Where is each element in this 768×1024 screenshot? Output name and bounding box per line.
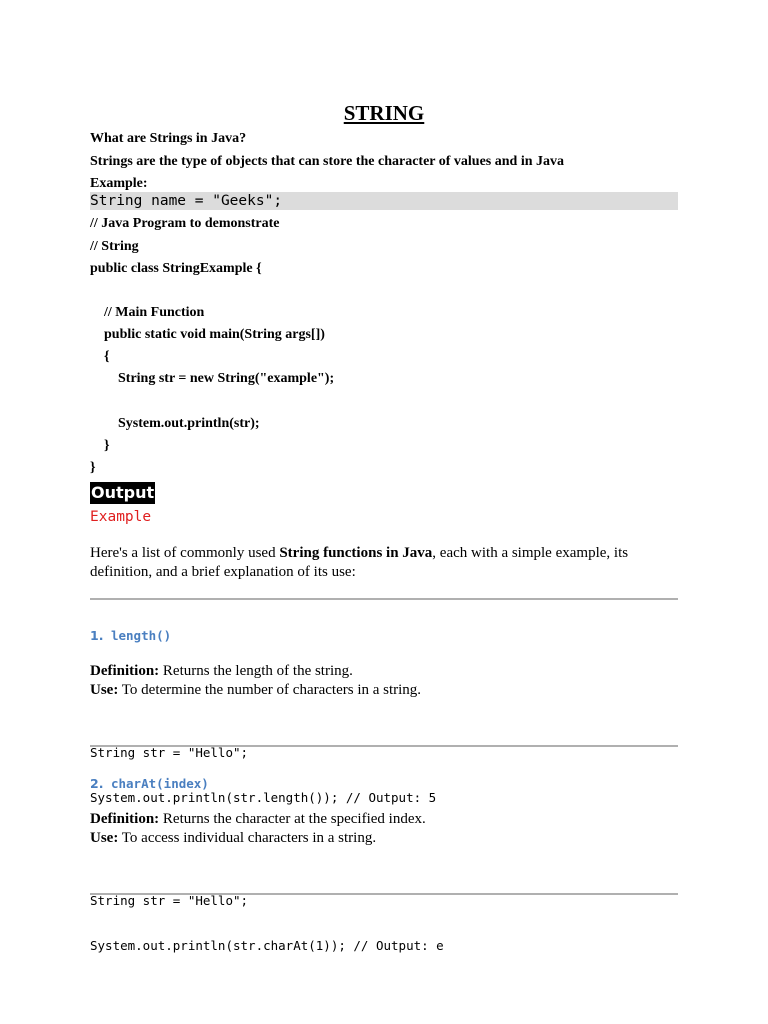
program-line: System.out.println(str); (90, 416, 260, 431)
intro-text: Here's a list of commonly used (90, 545, 280, 561)
program-line: public static void main(String args[]) (90, 327, 325, 342)
divider (90, 598, 678, 600)
definition-label: Definition: (90, 811, 160, 827)
use-label: Use: (90, 830, 119, 846)
function-number: 1. (90, 628, 104, 643)
function-details (90, 662, 678, 700)
program-line: // String (90, 239, 139, 254)
use-text: To access individual characters in a string. (118, 830, 377, 846)
intro-text: , each with a simple example, its definition, and a brief explanation of its use: (90, 545, 629, 580)
use-label: Use: (90, 682, 119, 698)
example-code-line: String name = "Geeks"; (90, 192, 678, 210)
program-line: // Java Program to demonstrate (90, 216, 280, 231)
program-line: // Main Function (90, 305, 205, 320)
function-name: length() (110, 628, 172, 643)
example-label: Example: (90, 176, 148, 191)
divider (90, 745, 678, 747)
function-heading (90, 628, 171, 644)
definition-text: Returns the character at the specified index. (159, 811, 426, 827)
output-label: Output (91, 483, 155, 502)
code-snippet (90, 863, 678, 983)
intro-bold-text: String functions in Java (279, 545, 433, 561)
code-line: System.out.println(str.length()); // Output: 5 (90, 790, 437, 805)
page-title: STRING (343, 101, 425, 125)
description-text: Strings are the type of objects that can store the character of values and in Java (90, 154, 565, 169)
code-line: System.out.println(str.charAt(1)); // Output: e (90, 938, 444, 953)
definition-text: Returns the length of the string. (159, 663, 353, 679)
program-line: public class StringExample { (90, 261, 262, 276)
code-line: String str = "Hello"; (90, 893, 249, 908)
function-name: charAt(index) (110, 776, 209, 791)
program-line: } (90, 438, 110, 453)
program-line: } (90, 460, 96, 475)
code-line: String str = "Hello"; (90, 745, 249, 760)
program-line: String str = new String("example"); (90, 371, 335, 386)
output-value: Example (90, 509, 152, 525)
definition-label: Definition: (90, 663, 160, 679)
use-text: To determine the number of characters in a string. (118, 682, 422, 698)
function-details (90, 810, 678, 848)
program-line: { (90, 349, 110, 364)
divider (90, 893, 678, 895)
question-heading: What are Strings in Java? (90, 131, 247, 146)
intro-paragraph (90, 544, 678, 581)
function-number: 2. (90, 776, 104, 791)
function-heading (90, 776, 209, 792)
